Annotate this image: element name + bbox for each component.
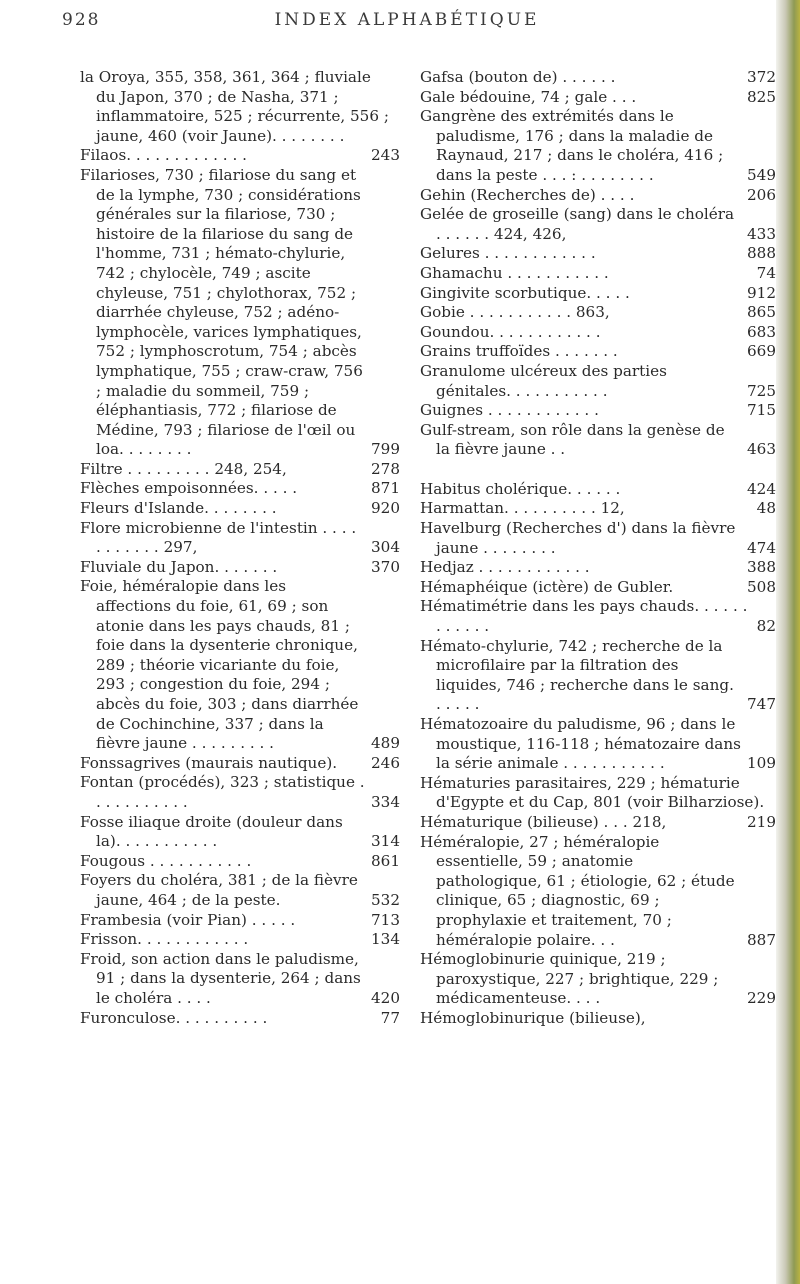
entry-text: Gehin (Recherches de) . . . . (420, 185, 635, 204)
entry-page-ref: 508 (747, 577, 776, 596)
index-entry (80, 1009, 400, 1029)
index-entry (80, 754, 400, 774)
entry-text: Fougous . . . . . . . . . . . (80, 851, 252, 870)
entry-text: Hedjaz . . . . . . . . . . . . (420, 558, 590, 577)
entry-page-ref: 669 (747, 342, 776, 361)
index-entry (80, 930, 400, 950)
index-entry (420, 421, 776, 460)
index-entry (420, 284, 776, 304)
page-edge-shadow (776, 0, 800, 1284)
right-column (420, 68, 776, 1029)
page-number: 928 (62, 10, 101, 30)
entry-page-ref: 713 (371, 910, 400, 929)
index-entry (420, 68, 776, 88)
entry-page-ref: 243 (371, 146, 400, 165)
entry-text: Fontan (procédés), 323 ; statistique . . . . . . . . . . . (80, 773, 365, 811)
entry-page-ref: 48 (756, 499, 776, 518)
index-entry (420, 1009, 776, 1029)
entry-text: Foie, héméralopie dans les affections du foie, 61, 69 ; son atonie dans les pays chauds, 81 ; foie dans la dysenterie chronique, 289 ; théorie vicariante du foie, 293 ; congestion du foie, 294 ; abcès du foie, 303 ; dans diarrhée de Cochinchine, 337 ; dans la fièvre jaune . . . . . . . . . (80, 577, 359, 753)
section-h (420, 480, 776, 1029)
entry-page-ref: 715 (747, 401, 776, 420)
entry-page-ref: 683 (747, 322, 776, 341)
index-entry (420, 774, 776, 813)
index-entry (420, 950, 776, 1009)
entry-text: Hématozoaire du paludisme, 96 ; dans le moustique, 116-118 ; hématozaire dans la série animale . . . . . . . . . . . (420, 715, 741, 773)
entry-page-ref: 861 (371, 851, 400, 870)
entry-text: Havelburg (Recherches d') dans la fièvre jaune . . . . . . . . (420, 519, 736, 557)
index-entry (420, 303, 776, 323)
index-entry (80, 950, 400, 1009)
index-entry (420, 107, 776, 185)
entry-page-ref: 246 (371, 753, 400, 772)
entry-text: Hématurique (bilieuse) . . . 218, (420, 812, 667, 831)
index-entry (420, 715, 776, 774)
entry-text: Gale bédouine, 74 ; gale . . . (420, 87, 637, 106)
entry-text: Hématimétrie dans les pays chauds. . . . . . . . . . . . (420, 597, 748, 636)
entry-text: Hémoglobinurique (bilieuse), (420, 1008, 646, 1027)
entry-page-ref: 920 (371, 499, 400, 518)
left-column (80, 68, 400, 1028)
entry-page-ref: 549 (747, 165, 776, 184)
entry-text: la Oroya, 355, 358, 361, 364 ; fluviale du Japon, 370 ; de Nasha, 371 ; inflammatoire, 525 ; récurrente, 556 ; jaune, 460 (voir Jaune). . . . . . . . (80, 68, 389, 145)
entry-text: Foyers du choléra, 381 ; de la fièvre jaune, 464 ; de la peste. (80, 871, 358, 909)
page-header (62, 10, 752, 38)
entry-text: Granulome ulcéreux des parties génitales. . . . . . . . . . . (420, 361, 667, 400)
entry-text: Frambesia (voir Pian) . . . . . (80, 910, 296, 929)
entry-text: Habitus cholérique. . . . . . (420, 479, 621, 498)
entry-page-ref: 334 (371, 792, 400, 811)
index-entry (420, 558, 776, 578)
entry-page-ref: 887 (747, 930, 776, 949)
entry-page-ref: 304 (371, 538, 400, 557)
entry-text: Gafsa (bouton de) . . . . . . (420, 68, 616, 86)
page-title: INDEX ALPHABÉTIQUE (274, 10, 540, 30)
entry-page-ref: 77 (380, 1008, 400, 1027)
index-entry (80, 577, 400, 753)
entry-text: Harmattan. . . . . . . . . . 12, (420, 499, 625, 518)
entry-text: Filarioses, 730 ; filariose du sang et de la lymphe, 730 ; considérations générales sur la filariose, 730 ; histoire de la filariose du sang de l'homme, 731 ; hémato-chylurie, 742 ; chylocèle, 749 ; ascite chyleuse, 751 ; chylothorax, 752 ; diarrhée chyleuse, 752 ; adéno-lymphocèle, varices lymphatiques, 752 ; lymphoscrotum, 754 ; abcès lymphatique, 755 ; craw-craw, 756 ; maladie du sommeil, 759 ; éléphantiasis, 772 ; filariose de Médine, 793 ; filariose de l'œil ou loa. . . . . . . . (80, 165, 363, 459)
index-entry (80, 68, 400, 146)
entry-page-ref: 372 (747, 68, 776, 86)
index-entry (420, 401, 776, 421)
index-entry (420, 499, 776, 519)
entry-page-ref: 474 (747, 538, 776, 557)
entry-text: Ghamachu . . . . . . . . . . . (420, 263, 609, 282)
entry-text: Héméralopie, 27 ; héméralopie essentielle, 59 ; anatomie pathologique, 61 ; étiologie, 62 ; étude clinique, 65 ; diagnostic, 69 ; prophylaxie et traitement, 70 ; héméralopie polaire. . . (420, 832, 735, 949)
entry-text: Fonssagrives (maurais nautique). (80, 753, 338, 772)
entry-text: Gangrène des extrémités dans le paludisme, 176 ; dans la maladie de Raynaud, 217 ; dans le choléra, 416 ; dans la peste . . . : . . . . . . . . (420, 107, 724, 184)
index-entry (420, 813, 776, 833)
section-spacer (420, 460, 776, 480)
entry-page-ref: 219 (747, 812, 776, 831)
entry-page-ref: 463 (747, 440, 776, 459)
index-entry (420, 205, 776, 244)
entry-page-ref: 424 (747, 479, 776, 498)
index-entry (80, 146, 400, 166)
index-entry (420, 88, 776, 108)
entry-text: Fluviale du Japon. . . . . . . (80, 557, 278, 576)
entry-text: Gobie . . . . . . . . . . . 863, (420, 303, 610, 322)
index-entry (420, 480, 776, 500)
entry-text: Gelures . . . . . . . . . . . . (420, 244, 596, 263)
entry-text: Gulf-stream, son rôle dans la genèse de la fièvre jaune . . (420, 420, 725, 459)
entry-page-ref: 134 (371, 930, 400, 949)
index-entry (420, 264, 776, 284)
entry-text: Filtre . . . . . . . . . 248, 254, (80, 459, 287, 478)
index-entry (80, 460, 400, 480)
index-entry (80, 773, 400, 812)
entry-page-ref: 725 (747, 381, 776, 400)
entry-page-ref: 865 (747, 303, 776, 322)
entry-page-ref: 82 (756, 617, 776, 636)
entry-text: Guignes . . . . . . . . . . . . (420, 401, 599, 420)
entry-text: Flèches empoisonnées. . . . . (80, 479, 298, 498)
entry-text: Fosse iliaque droite (douleur dans la). . . . . . . . . . . (80, 812, 343, 851)
entry-text: Gingivite scorbutique. . . . . (420, 283, 630, 302)
entry-page-ref: 388 (747, 558, 776, 577)
entry-page-ref: 74 (756, 263, 776, 282)
entry-text: Filaos. . . . . . . . . . . . . (80, 146, 247, 165)
index-entry (420, 244, 776, 264)
entry-text: Gelée de groseille (sang) dans le choléra . . . . . . 424, 426, (420, 205, 735, 243)
index-entry (80, 166, 400, 460)
entry-text: Hémoglobinurie quinique, 219 ; paroxystique, 227 ; brightique, 229 ; médicamenteuse. . . . (420, 950, 719, 1008)
entry-page-ref: 314 (371, 832, 400, 851)
entry-page-ref: 871 (371, 479, 400, 498)
entry-page-ref: 109 (747, 754, 776, 773)
entry-page-ref: 206 (747, 185, 776, 204)
entry-text: Fleurs d'Islande. . . . . . . . (80, 499, 277, 518)
entry-page-ref: 799 (371, 440, 400, 459)
entry-text: Frisson. . . . . . . . . . . . (80, 930, 249, 949)
index-entry (80, 499, 400, 519)
index-entry (420, 637, 776, 715)
index-entry (80, 519, 400, 558)
entry-page-ref: 229 (747, 989, 776, 1008)
index-entry (420, 362, 776, 401)
index-entry (80, 871, 400, 910)
entry-page-ref: 888 (747, 244, 776, 263)
entry-text: Flore microbienne de l'intestin . . . . . . . . . . . 297, (80, 518, 357, 557)
index-entry (420, 597, 776, 636)
entry-text: Grains truffoïdes . . . . . . . (420, 342, 618, 361)
index-entry (420, 833, 776, 951)
index-entry (420, 578, 776, 598)
index-entry (420, 186, 776, 206)
entry-text: Froid, son action dans le paludisme, 91 ; dans la dysenterie, 264 ; dans le choléra . . . . (80, 949, 361, 1007)
entry-page-ref: 278 (371, 459, 400, 478)
entry-page-ref: 433 (747, 224, 776, 243)
index-entry (80, 813, 400, 852)
entry-text: Hémato-chylurie, 742 ; recherche de la microfilaire par la filtration des liquides, 746 ; recherche dans le sang. . . . . . (420, 636, 734, 714)
entry-page-ref: 912 (747, 283, 776, 302)
index-entry (420, 519, 776, 558)
entry-page-ref: 747 (747, 695, 776, 714)
entry-text: Goundou. . . . . . . . . . . . (420, 322, 601, 341)
entry-text: Hémaphéique (ictère) de Gubler. (420, 577, 674, 596)
index-entry (80, 852, 400, 872)
index-entry (80, 479, 400, 499)
entry-text: Furonculose. . . . . . . . . . (80, 1008, 268, 1027)
entry-page-ref: 532 (371, 890, 400, 909)
entry-page-ref: 370 (371, 557, 400, 576)
entry-page-ref: 489 (371, 734, 400, 753)
section-g (420, 68, 776, 460)
index-entry (420, 342, 776, 362)
entry-page-ref: 825 (747, 87, 776, 106)
entry-text: Hématuries parasitaires, 229 ; hématurie d'Egypte et du Cap, 801 (voir Bilharziose). (420, 773, 765, 812)
entry-page-ref: 420 (371, 988, 400, 1007)
index-entry (80, 911, 400, 931)
index-entry (80, 558, 400, 578)
index-entry (420, 323, 776, 343)
